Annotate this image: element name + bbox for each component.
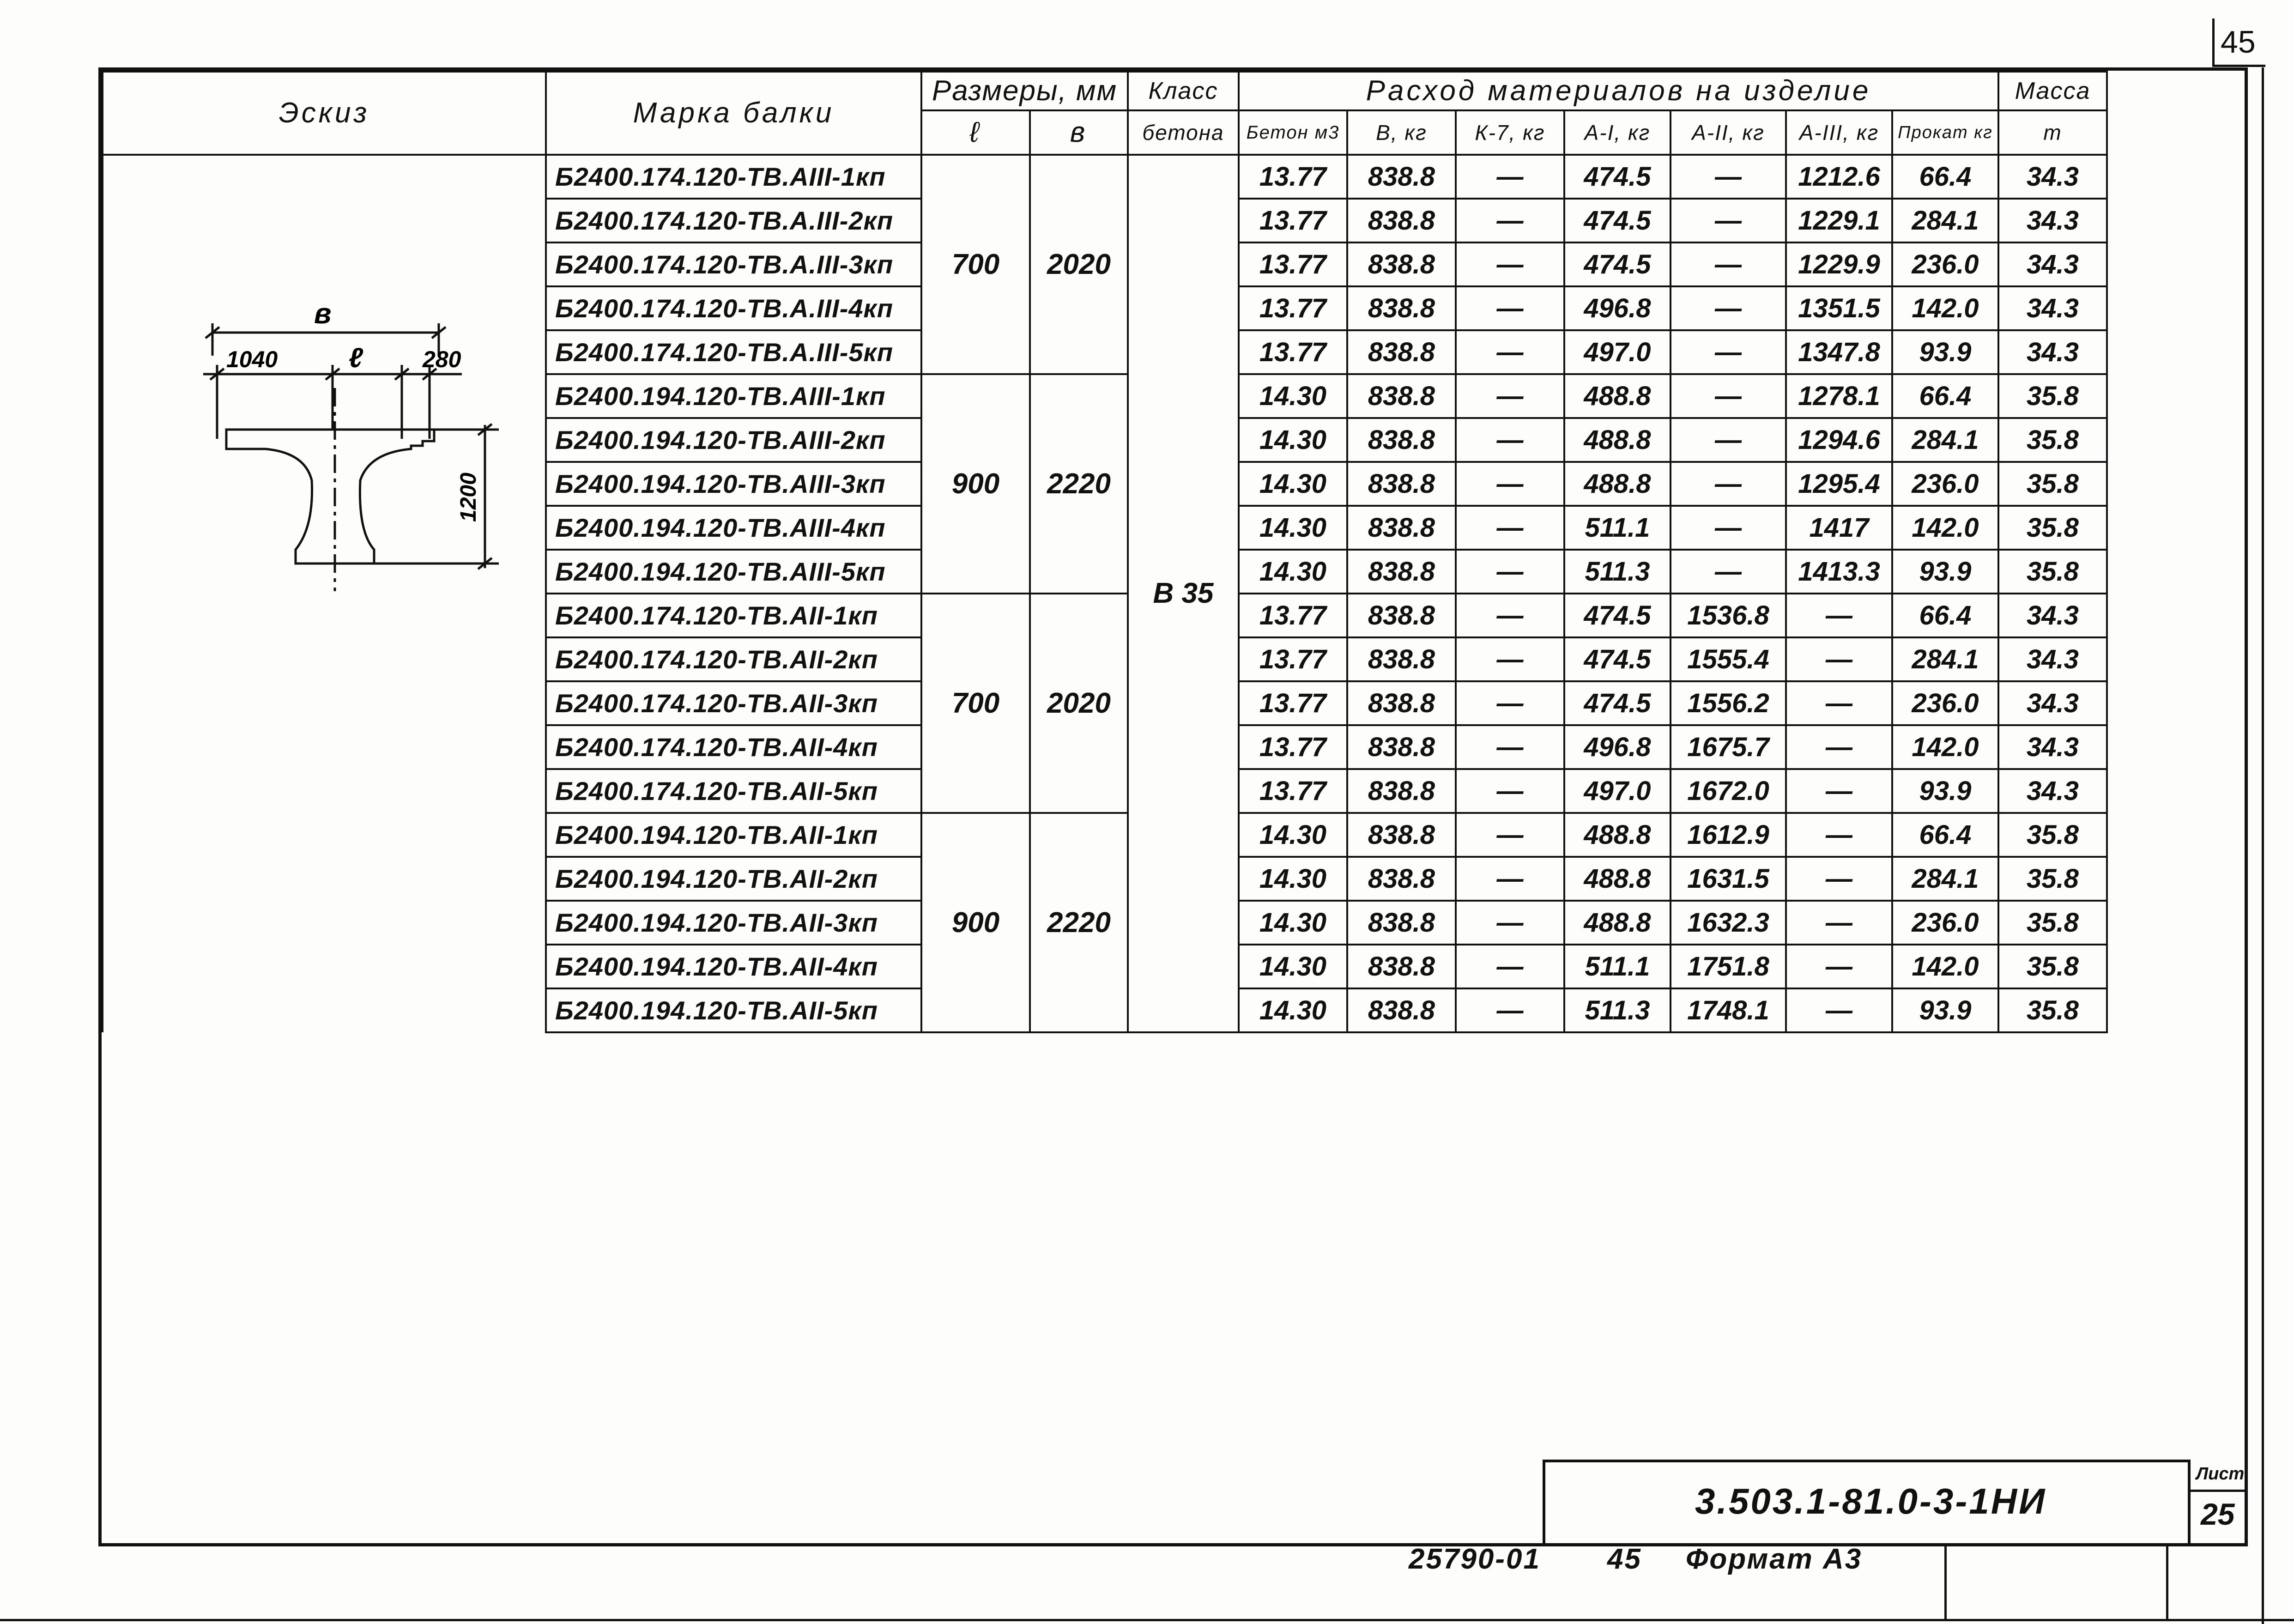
cell-a1: 488.8 [1564, 374, 1671, 418]
cell-k7: — [1456, 769, 1564, 813]
cell-concrete: 13.77 [1239, 637, 1347, 681]
cell-a2: — [1671, 506, 1786, 550]
cell-mass: 35.8 [1998, 813, 2107, 857]
cell-mass: 34.3 [1998, 769, 2107, 813]
cell-mass: 35.8 [1998, 945, 2107, 988]
cell-dim-l: 900 [921, 813, 1030, 1032]
cell-a1: 511.3 [1564, 550, 1671, 594]
cell-b-kg: 838.8 [1347, 155, 1456, 199]
cell-mark: Б2400.174.120-ТВ.АIII-1кп [546, 155, 921, 199]
cell-concrete: 13.77 [1239, 242, 1347, 286]
sketch-label-b: в [314, 298, 332, 330]
cell-mass: 34.3 [1998, 199, 2107, 242]
cell-k7: — [1456, 945, 1564, 988]
cell-mass: 35.8 [1998, 418, 2107, 462]
header-dimensions: Размеры, мм [921, 72, 1128, 110]
cell-b-kg: 838.8 [1347, 330, 1456, 374]
cell-a3: — [1786, 901, 1892, 945]
cell-concrete: 13.77 [1239, 330, 1347, 374]
header-k7: К-7, кг [1456, 110, 1564, 155]
cell-b-kg: 838.8 [1347, 199, 1456, 242]
cell-rolled: 93.9 [1892, 330, 1998, 374]
cell-k7: — [1456, 462, 1564, 506]
cell-rolled: 66.4 [1892, 813, 1998, 857]
cell-a2: — [1671, 330, 1786, 374]
cell-rolled: 93.9 [1892, 988, 1998, 1032]
cell-k7: — [1456, 550, 1564, 594]
cell-a3: — [1786, 769, 1892, 813]
cell-mark: Б2400.174.120-ТВ.АII-4кп [546, 725, 921, 769]
cell-rolled: 236.0 [1892, 462, 1998, 506]
cell-b-kg: 838.8 [1347, 506, 1456, 550]
header-b-kg: В, кг [1347, 110, 1456, 155]
cell-k7: — [1456, 286, 1564, 330]
cell-k7: — [1456, 725, 1564, 769]
cell-a3: — [1786, 988, 1892, 1032]
cell-b-kg: 838.8 [1347, 594, 1456, 637]
cell-b-kg: 838.8 [1347, 550, 1456, 594]
document-code: 3.503.1-81.0-3-1НИ [1695, 1481, 2047, 1521]
cell-a3: 1351.5 [1786, 286, 1892, 330]
cell-k7: — [1456, 681, 1564, 725]
cell-mark: Б2400.174.120-ТВ.А.III-5кп [546, 330, 921, 374]
cell-a3: 1417 [1786, 506, 1892, 550]
cell-a1: 511.1 [1564, 945, 1671, 988]
footer-page: 45 [1607, 1543, 1642, 1575]
cell-concrete: 14.30 [1239, 462, 1347, 506]
cell-rolled: 284.1 [1892, 637, 1998, 681]
cell-concrete: 14.30 [1239, 418, 1347, 462]
header-consumption: Расход материалов на изделие [1239, 72, 1998, 110]
cell-k7: — [1456, 330, 1564, 374]
cell-a3: 1278.1 [1786, 374, 1892, 418]
cell-a3: 1295.4 [1786, 462, 1892, 506]
cell-dim-b: 2220 [1030, 374, 1128, 594]
cell-rolled: 66.4 [1892, 155, 1998, 199]
cell-b-kg: 838.8 [1347, 462, 1456, 506]
cell-a1: 474.5 [1564, 594, 1671, 637]
sketch-label-l: ℓ [349, 342, 363, 373]
cell-b-kg: 838.8 [1347, 681, 1456, 725]
cell-a2: — [1671, 242, 1786, 286]
cell-k7: — [1456, 857, 1564, 901]
cell-mass: 34.3 [1998, 681, 2107, 725]
cell-b-kg: 838.8 [1347, 242, 1456, 286]
cell-mark: Б2400.174.120-ТВ.А.III-2кп [546, 199, 921, 242]
cell-concrete: 14.30 [1239, 945, 1347, 988]
cell-a2: — [1671, 418, 1786, 462]
cell-concrete: 14.30 [1239, 550, 1347, 594]
title-block-sheet-divider [2188, 1460, 2191, 1546]
cell-k7: — [1456, 637, 1564, 681]
cell-rolled: 284.1 [1892, 857, 1998, 901]
cell-a1: 474.5 [1564, 681, 1671, 725]
cell-mark: Б2400.194.120-ТВ.АIII-1кп [546, 374, 921, 418]
cell-mass: 34.3 [1998, 330, 2107, 374]
cell-a2: 1631.5 [1671, 857, 1786, 901]
cell-concrete: 13.77 [1239, 155, 1347, 199]
cell-a3: 1229.9 [1786, 242, 1892, 286]
cell-rolled: 142.0 [1892, 506, 1998, 550]
cell-mark: Б2400.194.120-ТВ.АIII-2кп [546, 418, 921, 462]
cell-a1: 488.8 [1564, 813, 1671, 857]
cell-b-kg: 838.8 [1347, 945, 1456, 988]
beam-outline [226, 430, 434, 564]
cell-dim-b: 2020 [1030, 155, 1128, 374]
cell-b-kg: 838.8 [1347, 988, 1456, 1032]
cell-mark: Б2400.174.120-ТВ.АII-2кп [546, 637, 921, 681]
cell-a2: 1556.2 [1671, 681, 1786, 725]
header-mark: Марка балки [546, 72, 921, 155]
cell-a2: — [1671, 286, 1786, 330]
cell-a3: 1229.1 [1786, 199, 1892, 242]
cell-a1: 511.1 [1564, 506, 1671, 550]
cell-mark: Б2400.174.120-ТВ.А.III-4кп [546, 286, 921, 330]
header-rolled: Прокат кг [1892, 110, 1998, 155]
cell-rolled: 142.0 [1892, 945, 1998, 988]
sketch-label-1040: 1040 [226, 346, 278, 372]
header-mass-2: т [1998, 110, 2107, 155]
cell-concrete: 14.30 [1239, 813, 1347, 857]
cell-rolled: 236.0 [1892, 681, 1998, 725]
cell-concrete-class: В 35 [1128, 155, 1239, 1032]
cell-a1: 496.8 [1564, 725, 1671, 769]
cell-a3: — [1786, 637, 1892, 681]
cell-concrete: 14.30 [1239, 901, 1347, 945]
sheet-label: Лист [2196, 1464, 2245, 1484]
cell-b-kg: 838.8 [1347, 286, 1456, 330]
cell-a1: 496.8 [1564, 286, 1671, 330]
cell-mark: Б2400.194.120-ТВ.АII-2кп [546, 857, 921, 901]
cell-dim-l: 900 [921, 374, 1030, 594]
bottom-trim-line [0, 1619, 2294, 1621]
cell-a2: — [1671, 199, 1786, 242]
cell-mass: 34.3 [1998, 155, 2107, 199]
cell-a1: 474.5 [1564, 242, 1671, 286]
cell-k7: — [1456, 506, 1564, 550]
cell-concrete: 13.77 [1239, 681, 1347, 725]
cell-b-kg: 838.8 [1347, 901, 1456, 945]
cell-a3: — [1786, 681, 1892, 725]
cell-mass: 35.8 [1998, 901, 2107, 945]
cell-b-kg: 838.8 [1347, 418, 1456, 462]
cell-a1: 497.0 [1564, 330, 1671, 374]
cell-a2: 1675.7 [1671, 725, 1786, 769]
beam-sketch [176, 286, 527, 619]
cell-rolled: 236.0 [1892, 242, 1998, 286]
cell-a3: 1413.3 [1786, 550, 1892, 594]
header-mass-1: Масса [1998, 72, 2107, 110]
header-sketch: Эскиз [103, 72, 546, 155]
right-margin-line [2262, 67, 2264, 1624]
cell-rolled: 284.1 [1892, 199, 1998, 242]
cell-k7: — [1456, 374, 1564, 418]
cell-rolled: 142.0 [1892, 725, 1998, 769]
cell-concrete: 13.77 [1239, 594, 1347, 637]
cell-a2: — [1671, 550, 1786, 594]
cell-a2: 1751.8 [1671, 945, 1786, 988]
cell-a3: 1294.6 [1786, 418, 1892, 462]
cell-rolled: 284.1 [1892, 418, 1998, 462]
cell-mass: 35.8 [1998, 462, 2107, 506]
cell-mark: Б2400.174.120-ТВ.АII-1кп [546, 594, 921, 637]
cell-a3: — [1786, 945, 1892, 988]
cell-a1: 488.8 [1564, 901, 1671, 945]
cell-mass: 34.3 [1998, 286, 2107, 330]
cell-concrete: 14.30 [1239, 988, 1347, 1032]
cell-a3: — [1786, 594, 1892, 637]
footer-inventory: 25790-01 [1409, 1543, 1541, 1575]
page-number: 45 [2221, 24, 2256, 60]
header-concrete: Бетон м3 [1239, 110, 1347, 155]
header-a3: А-III, кг [1786, 110, 1892, 155]
cell-b-kg: 838.8 [1347, 813, 1456, 857]
cell-a2: — [1671, 374, 1786, 418]
cell-a2: 1748.1 [1671, 988, 1786, 1032]
cell-concrete: 13.77 [1239, 199, 1347, 242]
sketch-label-280: 280 [423, 346, 461, 372]
cell-mark: Б2400.194.120-ТВ.АII-4кп [546, 945, 921, 988]
cell-b-kg: 838.8 [1347, 637, 1456, 681]
cell-concrete: 13.77 [1239, 769, 1347, 813]
cell-k7: — [1456, 901, 1564, 945]
cell-k7: — [1456, 813, 1564, 857]
cell-mass: 35.8 [1998, 857, 2107, 901]
cell-mark: Б2400.194.120-ТВ.АII-3кп [546, 901, 921, 945]
cell-b-kg: 838.8 [1347, 857, 1456, 901]
cell-mass: 35.8 [1998, 506, 2107, 550]
cell-a2: 1612.9 [1671, 813, 1786, 857]
cell-mass: 35.8 [1998, 988, 2107, 1032]
cell-a1: 474.5 [1564, 199, 1671, 242]
header-a2: А-II, кг [1671, 110, 1786, 155]
cell-dim-l: 700 [921, 155, 1030, 374]
cell-mark: Б2400.194.120-ТВ.АII-5кп [546, 988, 921, 1032]
cell-rolled: 236.0 [1892, 901, 1998, 945]
cell-rolled: 66.4 [1892, 374, 1998, 418]
cell-a1: 497.0 [1564, 769, 1671, 813]
cell-mark: Б2400.174.120-ТВ.А.III-3кп [546, 242, 921, 286]
cell-rolled: 93.9 [1892, 769, 1998, 813]
cell-a1: 474.5 [1564, 155, 1671, 199]
table-row [103, 155, 2107, 199]
cell-k7: — [1456, 199, 1564, 242]
footer-box-mid [2166, 1546, 2168, 1619]
cell-mass: 34.3 [1998, 725, 2107, 769]
cell-mark: Б2400.194.120-ТВ.АIII-5кп [546, 550, 921, 594]
cell-k7: — [1456, 988, 1564, 1032]
cell-rolled: 66.4 [1892, 594, 1998, 637]
cell-a1: 488.8 [1564, 462, 1671, 506]
cell-a3: — [1786, 813, 1892, 857]
cell-mass: 35.8 [1998, 550, 2107, 594]
header-class-1: Класс [1128, 72, 1239, 110]
cell-a3: — [1786, 857, 1892, 901]
cell-mass: 35.8 [1998, 374, 2107, 418]
cell-mass: 34.3 [1998, 637, 2107, 681]
footer-box-left [1944, 1546, 1947, 1619]
cell-a2: 1536.8 [1671, 594, 1786, 637]
cell-rolled: 142.0 [1892, 286, 1998, 330]
cell-dim-l: 700 [921, 594, 1030, 813]
cell-mark: Б2400.174.120-ТВ.АII-5кп [546, 769, 921, 813]
cell-concrete: 13.77 [1239, 725, 1347, 769]
cell-dim-b: 2220 [1030, 813, 1128, 1032]
cell-a3: 1347.8 [1786, 330, 1892, 374]
cell-concrete: 13.77 [1239, 286, 1347, 330]
cell-mark: Б2400.194.120-ТВ.АIII-3кп [546, 462, 921, 506]
cell-k7: — [1456, 155, 1564, 199]
cell-k7: — [1456, 418, 1564, 462]
title-block-sheet-split [2188, 1490, 2248, 1492]
cell-mass: 34.3 [1998, 242, 2107, 286]
cell-mark: Б2400.194.120-ТВ.АII-1кп [546, 813, 921, 857]
header-class-2: бетона [1128, 110, 1239, 155]
cell-mass: 34.3 [1998, 594, 2107, 637]
footer-format: Формат А3 [1686, 1543, 1863, 1575]
sheet-number: 25 [2201, 1497, 2235, 1531]
cell-mark: Б2400.174.120-ТВ.АII-3кп [546, 681, 921, 725]
cell-a1: 488.8 [1564, 857, 1671, 901]
cell-a1: 474.5 [1564, 637, 1671, 681]
header-dim-l: ℓ [921, 110, 1030, 155]
cell-a2: — [1671, 462, 1786, 506]
cell-dim-b: 2020 [1030, 594, 1128, 813]
cell-a1: 488.8 [1564, 418, 1671, 462]
cell-a3: 1212.6 [1786, 155, 1892, 199]
cell-b-kg: 838.8 [1347, 374, 1456, 418]
cell-concrete: 14.30 [1239, 374, 1347, 418]
cell-concrete: 14.30 [1239, 857, 1347, 901]
cell-rolled: 93.9 [1892, 550, 1998, 594]
cell-k7: — [1456, 594, 1564, 637]
cell-a2: 1555.4 [1671, 637, 1786, 681]
cell-k7: — [1456, 242, 1564, 286]
header-dim-b: в [1030, 110, 1128, 155]
cell-concrete: 14.30 [1239, 506, 1347, 550]
cell-a2: 1672.0 [1671, 769, 1786, 813]
cell-b-kg: 838.8 [1347, 725, 1456, 769]
cell-a1: 511.3 [1564, 988, 1671, 1032]
sketch-label-1200: 1200 [456, 473, 481, 522]
cell-a2: — [1671, 155, 1786, 199]
cell-mark: Б2400.194.120-ТВ.АIII-4кп [546, 506, 921, 550]
cell-a2: 1632.3 [1671, 901, 1786, 945]
cell-b-kg: 838.8 [1347, 769, 1456, 813]
cell-a3: — [1786, 725, 1892, 769]
header-a1: А-I, кг [1564, 110, 1671, 155]
